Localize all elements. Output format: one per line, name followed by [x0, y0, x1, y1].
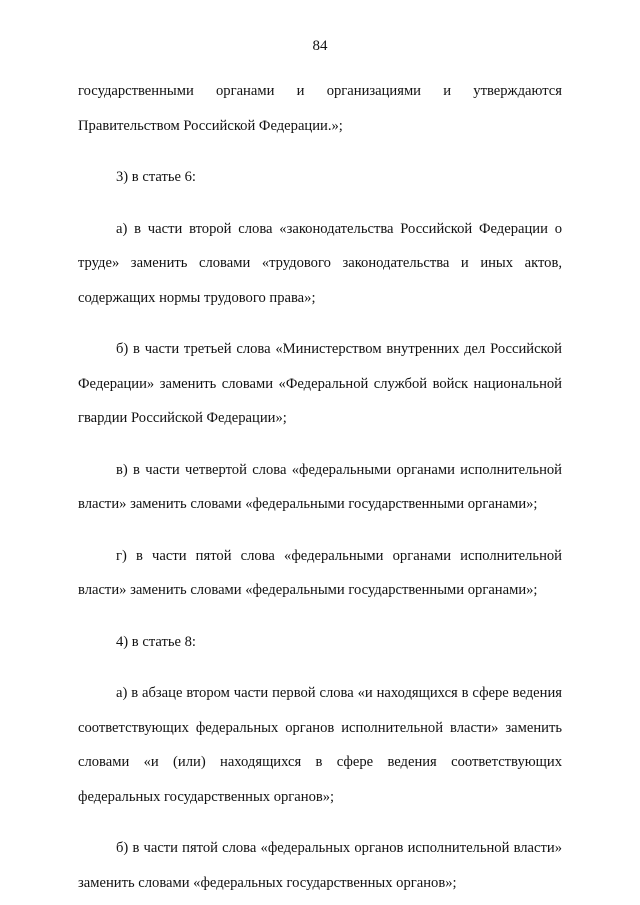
- paragraph-subitem-a-article-6: а) в части второй слова «законодательства Российской Федерации о труде» заменить словами «трудового законодательства и иных актов, содержащих нормы трудового права»;: [78, 220, 562, 306]
- paragraph-subitem-a-article-8: а) в абзаце втором части первой слова «и находящихся в сфере ведения соответствующих федеральных органов исполнительной власти» заменить словами «и (или) находящихся в сфере ведения соответствующих федеральных государственных органов»;: [78, 685, 562, 805]
- paragraph-item-4: 4) в статье 8:: [116, 633, 196, 650]
- document-body: [78, 74, 562, 900]
- page-number: 84: [312, 38, 328, 54]
- paragraph-continuation: государственными органами и организациями и утверждаются Правительством Российской Федерации.»;: [78, 83, 562, 134]
- paragraph-subitem-v-article-6: в) в части четвертой слова «федеральными органами исполнительной власти» заменить словами «федеральными государственными органами»;: [78, 461, 562, 512]
- paragraph-subitem-g-article-6: г) в части пятой слова «федеральными органами исполнительной власти» заменить словами «федеральными государственными органами»;: [78, 547, 562, 598]
- paragraph-subitem-b-article-8: б) в части пятой слова «федеральных органов исполнительной власти» заменить словами «федеральных государственных органов»;: [78, 840, 562, 891]
- paragraph-item-3: 3) в статье 6:: [116, 169, 196, 185]
- paragraph-subitem-b-article-6: б) в части третьей слова «Министерством внутренних дел Российской Федерации» заменить словами «Федеральной службой войск национальной гвардии Российской Федерации»;: [78, 341, 562, 426]
